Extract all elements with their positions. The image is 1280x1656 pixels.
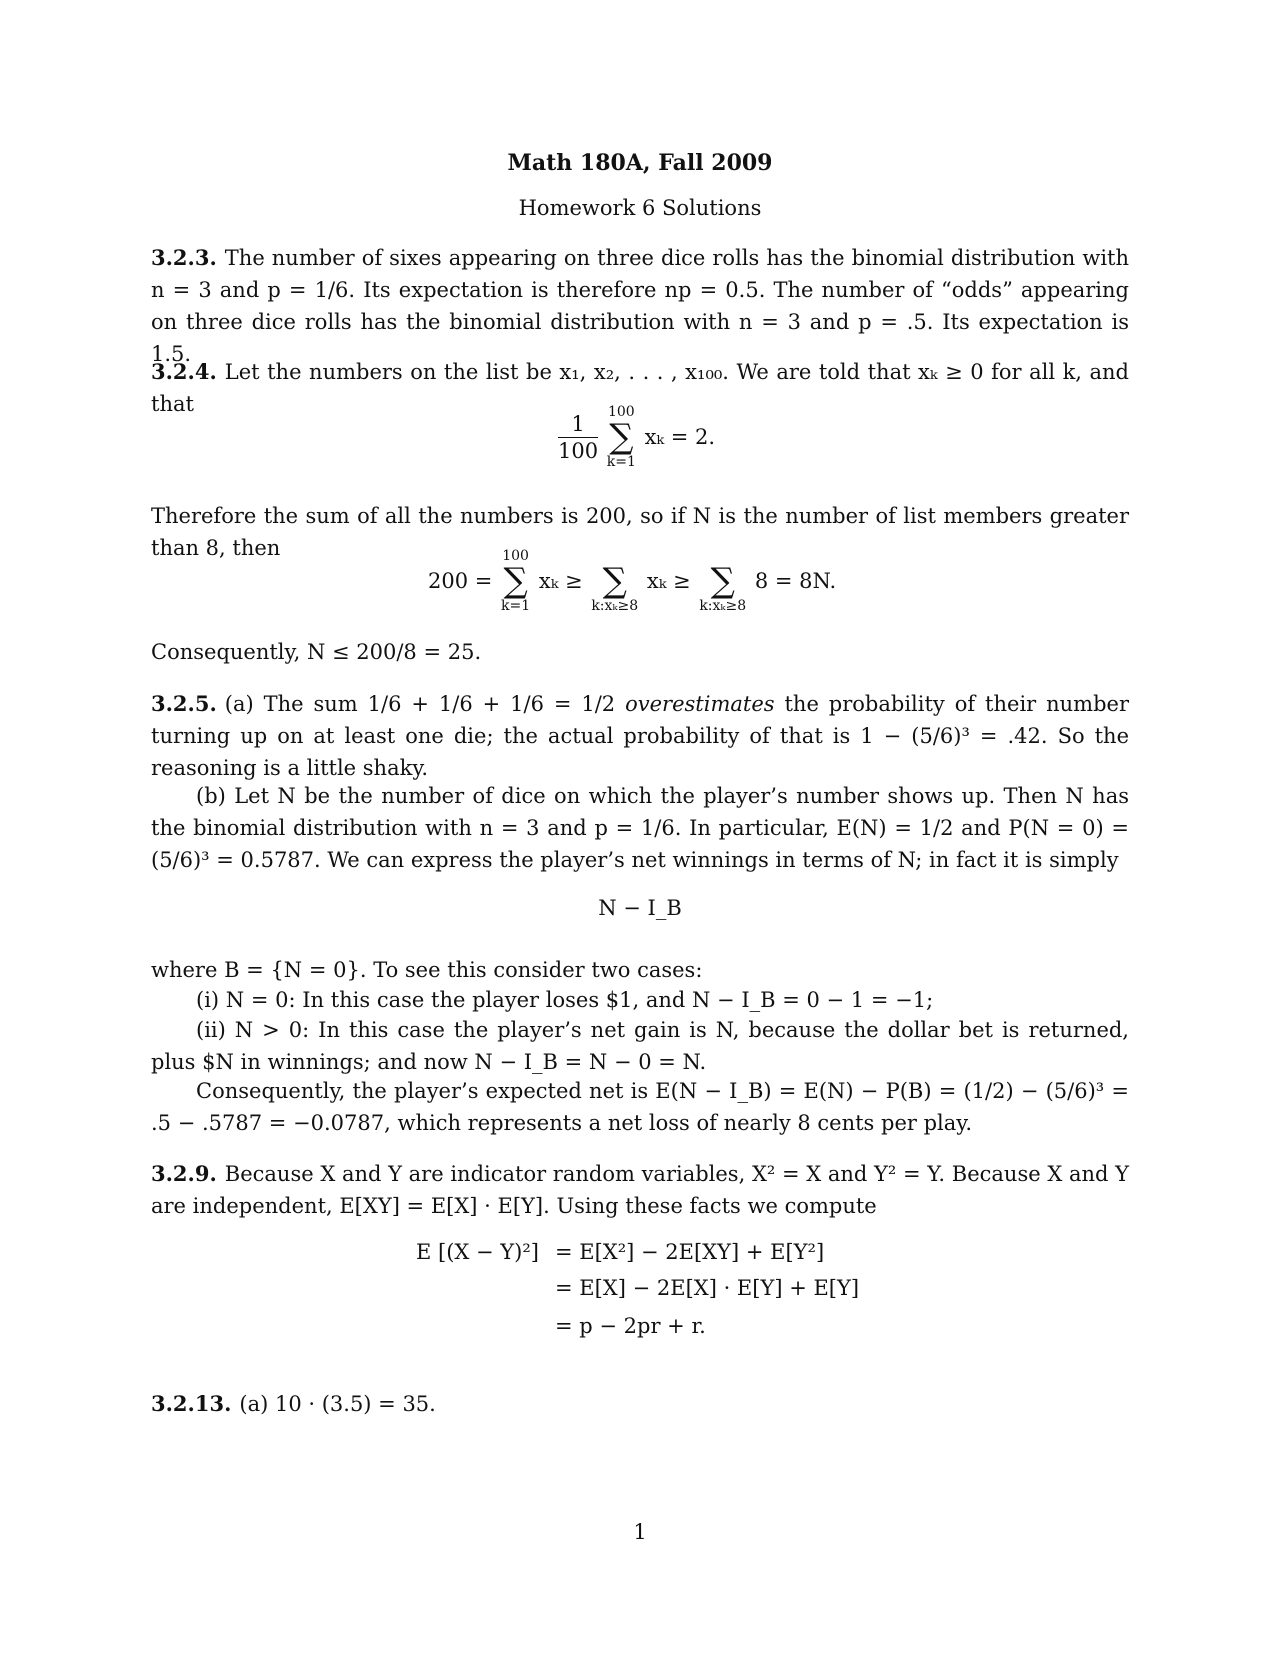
problem-3-2-9 bbox=[151, 1158, 1129, 1222]
problem-3-2-5-case1: (i) N = 0: In this case the player loses $1, and N − I_B = 0 − 1 = −1; bbox=[196, 988, 934, 1012]
problem-3-2-5-where: where B = {N = 0}. To see this consider two cases: bbox=[151, 958, 703, 982]
sigma-symbol: ∑ bbox=[609, 417, 634, 457]
problem-3-2-5-conclusion: Consequently, the player’s expected net is E(N − I_B) = E(N) − P(B) = (1/2) − (5/6)³ = .5 − .5787 = −0.0787, which represents a net loss of nearly 8 cents per play. bbox=[151, 1079, 1129, 1135]
sigma-symbol: ∑ bbox=[503, 561, 528, 601]
problem-3-2-5-b: (b) Let N be the number of dice on which the player’s number shows up. Then N has the binomial distribution with n = 3 and p = 1/6. In particular, E(N) = 1/2 and P(N = 0) = (5/6)³ = 0.5787. We can express the player’s net winnings in terms of N; in fact it is simply bbox=[151, 784, 1129, 872]
summation: ∑ k:xₖ≥8 bbox=[699, 561, 747, 614]
problem-3-2-3 bbox=[151, 242, 1129, 370]
equation-net-winnings: N − I_B bbox=[598, 896, 682, 920]
equation-mean: $\frac{1}{100}$ 100 ∑ k=1 xₖ = 2. bbox=[558, 404, 716, 470]
problem-3-2-4-conclusion: Consequently, N ≤ 200/8 = 25. bbox=[151, 640, 482, 664]
summation: 100 ∑ k=1 bbox=[606, 404, 636, 470]
problem-number: 3.2.13. bbox=[151, 1391, 232, 1416]
problem-text: (a) 10 · (3.5) = 35. bbox=[239, 1392, 436, 1416]
equation-sum-bound: 200 = 100 ∑ k=1 xₖ ≥ ∑ k:xₖ≥8 xₖ ≥ ∑ k:xₖ≥8 8 = 8N. bbox=[428, 548, 837, 614]
problem-3-2-5: 3.2.5. (a) The sum 1/6 + 1/6 + 1/6 = 1/2 overestimates the probability of their number turning up on at least one die; the actual probability of that is 1 − (5/6)³ = .42. So the reasoning is a little shaky. bbox=[151, 691, 1129, 780]
summation: 100 ∑ k=1 bbox=[501, 548, 531, 614]
equation-line-2-rhs: = E[X] − 2E[X] · E[Y] + E[Y] bbox=[555, 1276, 860, 1300]
problem-text: The number of sixes appearing on three dice rolls has the binomial distribution with n = 3 and p = 1/6. Its expectation is therefore np = 0.5. The number of “odds” appearing on three dice rolls has the binomial distribution with n = 3 and p = .5. Its expectation is 1.5. bbox=[151, 246, 1129, 366]
problem-text: Because X and Y are indicator random variables, X² = X and Y² = Y. Because X and Y are independent, E[XY] = E[X] · E[Y]. Using these facts we compute bbox=[151, 1162, 1129, 1218]
equation-line-3-rhs: = p − 2pr + r. bbox=[555, 1314, 706, 1338]
sigma-symbol: ∑ bbox=[710, 561, 735, 601]
problem-number: 3.2.9. bbox=[151, 1161, 217, 1186]
problem-3-2-4-text2: Therefore the sum of all the numbers is 200, so if N is the number of list members greater than 8, then bbox=[151, 504, 1129, 560]
fraction: $\frac{1}{100}$ bbox=[558, 411, 599, 463]
page-subtitle: Homework 6 Solutions bbox=[518, 196, 762, 220]
problem-number: 3.2.3. bbox=[151, 245, 217, 270]
problem-text: Let the numbers on the list be x₁, x₂, . . . , x₁₀₀. We are told that xₖ ≥ 0 for all k, and that bbox=[151, 360, 1129, 416]
equation-line-1-rhs: = E[X²] − 2E[XY] + E[Y²] bbox=[555, 1240, 825, 1264]
equation-line-1-lhs: E [(X − Y)²] bbox=[416, 1240, 539, 1264]
problem-3-2-13 bbox=[151, 1388, 1129, 1420]
emphasis: overestimates bbox=[625, 692, 775, 716]
problem-3-2-5-case2: (ii) N > 0: In this case the player’s net gain is N, because the dollar bet is returned, plus $N in winnings; and now N − I_B = N − 0 = N. bbox=[151, 1018, 1129, 1074]
sigma-symbol: ∑ bbox=[602, 561, 627, 601]
problem-number: 3.2.5. bbox=[151, 691, 217, 716]
summation: ∑ k:xₖ≥8 bbox=[591, 561, 639, 614]
page-number: 1 bbox=[633, 1520, 647, 1544]
problem-number: 3.2.4. bbox=[151, 359, 217, 384]
page-title: Math 180A, Fall 2009 bbox=[507, 150, 773, 176]
